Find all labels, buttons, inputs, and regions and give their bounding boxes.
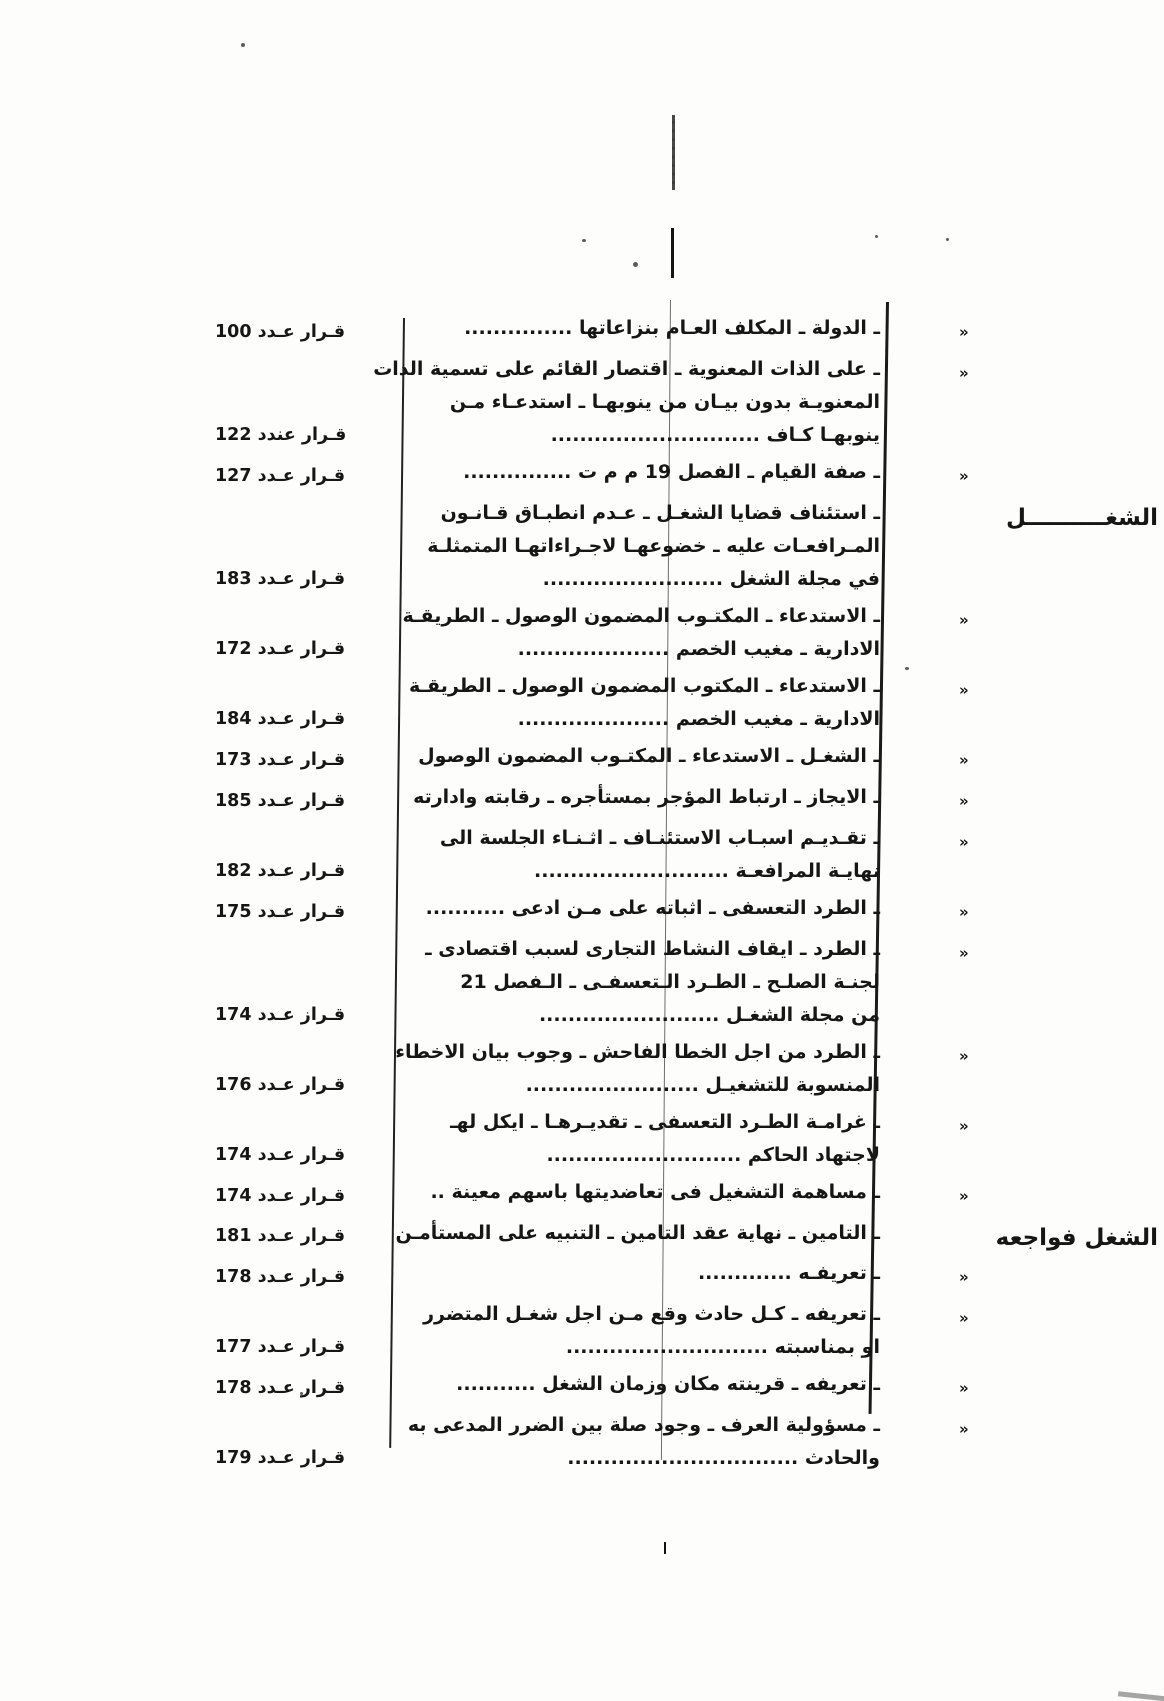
decision-ref: قـرار عـدد 185 (215, 791, 346, 811)
index-entry-row (0, 1409, 1164, 1475)
decision-ref: قـرار عـدد 177 (215, 1337, 346, 1357)
decision-ref-cell (215, 892, 345, 929)
decision-ref: قـرار عـدد 176 (215, 1075, 346, 1095)
ditto-mark: » (959, 1379, 968, 1397)
decision-ref: قـرار عـدد 178 (215, 1267, 346, 1287)
index-entry-row (0, 740, 1164, 777)
decision-ref-cell (215, 1036, 345, 1102)
decision-ref-cell (215, 933, 345, 1032)
decision-ref-cell (215, 1106, 345, 1172)
index-entry-row (0, 670, 1164, 736)
entry-line: ـ تقـديـم اسبـاب الاستئنـاف ـ اثـنـاء الجلسة الى (439, 827, 880, 849)
index-entry-row (0, 353, 1164, 452)
entry-lines (402, 600, 880, 666)
entry-line: ـ تعريفه ـ قرينته مكان وزمان الشغل ........... (456, 1373, 880, 1395)
ditto-mark: » (959, 833, 968, 851)
ditto-mark: » (959, 1420, 968, 1438)
entry-line: ـ مسؤولية العرف ـ وجود صلة بين الضرر المدعى به (407, 1414, 880, 1436)
decision-ref-cell (215, 1217, 345, 1253)
entry-lines (409, 670, 880, 736)
ditto-mark: » (959, 1309, 968, 1327)
decision-ref-cell (215, 1257, 345, 1294)
scan-noise-dot (875, 235, 878, 238)
scan-corner-artifact (1118, 1691, 1164, 1701)
entry-line: لجنـة الصلـح ـ الطـرد الـتعسفـى ـ الـفصل 21 (460, 971, 880, 993)
decision-ref-cell (215, 353, 345, 452)
decision-ref-cell (215, 670, 345, 736)
index-entry-row (0, 1217, 1164, 1253)
decision-ref-cell (215, 497, 345, 596)
scan-noise-dot (241, 43, 245, 47)
entry-lines (418, 1368, 880, 1405)
entry-lines (418, 497, 880, 596)
entry-lines (413, 781, 880, 818)
index-entry-row (0, 892, 1164, 929)
entry-lines (418, 740, 880, 777)
decision-ref-cell (215, 1176, 345, 1213)
decision-ref: قـرار عـدد 100 (215, 322, 346, 342)
decision-ref-cell (215, 1368, 345, 1405)
index-entry-row (0, 1298, 1164, 1364)
entry-line: ـ التامين ـ نهاية عقد التامين ـ التنبيه على المستأمـن (395, 1222, 880, 1244)
entry-lines (418, 1176, 880, 1213)
entry-line: لاجتهاد الحاكم ........................... (546, 1144, 880, 1166)
decision-ref: قـرار عـدد 182 (215, 861, 346, 881)
page-fold-dashed-line (672, 115, 675, 190)
ditto-mark: » (959, 751, 968, 769)
entry-lines (418, 1106, 880, 1172)
entry-line: او بمناسبته ............................ (565, 1336, 880, 1358)
decision-ref: قـرار عـدد 183 (215, 569, 346, 589)
index-entry-row (0, 1368, 1164, 1405)
decision-ref: قـرار عـدد 175 (215, 902, 346, 922)
ditto-mark: » (959, 944, 968, 962)
ditto-mark: » (959, 323, 968, 341)
decision-ref-cell (215, 822, 345, 888)
entry-line: نهايـة المرافعـة ........................... (534, 860, 880, 882)
index-entry-row (0, 822, 1164, 888)
entry-lines (418, 933, 880, 1032)
entry-line: الادارية ـ مغيب الخصم ..................... (517, 638, 880, 660)
entry-lines (418, 1298, 880, 1364)
entry-line: في مجلة الشغل ......................... (542, 568, 880, 590)
entry-lines (407, 1409, 880, 1475)
entry-lines (418, 1257, 880, 1294)
scan-noise-dot (633, 262, 638, 267)
entry-line: ـ غرامـة الطـرد التعسفى ـ تقديـرهـا ـ ايكل لهـ (450, 1111, 880, 1133)
entry-line: ـ الطرد التعسفى ـ اثباته على مـن ادعى ........... (425, 897, 880, 919)
ditto-mark: » (959, 1117, 968, 1135)
entry-line: ـ على الذات المعنوية ـ اقتصار القائم على تسمية الذات (373, 358, 880, 380)
decision-ref: قـرار عـدد 127 (215, 466, 346, 486)
decision-ref: قـرار عندد 122 (215, 425, 347, 445)
decision-ref: قـرار عـدد 179 (215, 1448, 346, 1468)
entry-line: ـ تعريفه ـ كـل حادث وقع مـن اجل شغـل المتضرر (423, 1303, 880, 1325)
index-entry-row (0, 456, 1164, 493)
decision-ref: قـراز عـدد 174 (215, 1005, 346, 1025)
entries-list (0, 312, 1164, 1479)
decision-ref: قـرار عـدد 174 (215, 1145, 346, 1165)
ditto-mark: » (959, 681, 968, 699)
decision-ref-cell (215, 1409, 345, 1475)
entry-lines (418, 312, 880, 349)
decision-ref: قـرار عـدد 178 (215, 1378, 346, 1398)
decision-ref: قـرار عـدد 173 (215, 750, 346, 770)
decision-ref: قـرار عـدد 174 (215, 1186, 346, 1206)
entry-line: والحادث ................................ (567, 1447, 880, 1469)
decision-ref: قـرار عـدد 184 (215, 709, 346, 729)
ditto-mark: » (959, 903, 968, 921)
entry-line: ـ صفة القيام ـ الفصل 19 م م ت ............... (463, 461, 880, 483)
scan-noise-dot (946, 238, 949, 241)
page-fold-tail-mark (664, 1542, 666, 1554)
entry-line: الادارية ـ مغيب الخصم ..................... (517, 708, 880, 730)
ditto-mark: » (959, 1047, 968, 1065)
entry-line: ـ الطرد من اجل الخطا الفاحش ـ وجوب بيان الاخطاء (395, 1041, 880, 1063)
decision-ref-cell (215, 781, 345, 818)
entry-line: ـ الاستدعاء ـ المكتـوب المضمون الوصول ـ الطريقـة (402, 605, 880, 627)
entry-line: ـ استئناف قضايا الشغـل ـ عـدم انطبـاق قـانـون (440, 502, 880, 524)
entry-lines (395, 1217, 880, 1253)
section-header: الشغل فواجعه (995, 1225, 1158, 1251)
ditto-mark: » (959, 792, 968, 810)
entry-lines (395, 1036, 880, 1102)
index-entry-row (0, 1036, 1164, 1102)
entry-lines (373, 353, 880, 452)
entry-lines (418, 456, 880, 493)
entry-line: ـ الدولة ـ المكلف العـام بنزاعاتها ............... (464, 317, 880, 339)
entry-line: المـرافعـات عليه ـ خضوعهـا لاجـراءاتهـا المتمثلـة (427, 535, 880, 557)
entry-line: المعنويـة بدون بيـان من ينوبهـا ـ استدعـاء مـن (449, 391, 880, 413)
entry-line: من مجلة الشغـل ......................... (538, 1004, 880, 1026)
decision-ref-cell (215, 740, 345, 777)
entry-line: ـ تعريفـه ............. (697, 1262, 880, 1284)
decision-ref-cell (215, 600, 345, 666)
ditto-mark: » (959, 467, 968, 485)
entry-lines (418, 892, 880, 929)
entry-line: ـ مساهمة التشغيل فى تعاضديتها باسهم معينة .. (430, 1181, 880, 1203)
entry-line: ينوبهـا كـاف ............................. (550, 424, 880, 446)
decision-ref-cell (215, 1298, 345, 1364)
entry-line: ـ الايجاز ـ ارتباط المؤجر بمستأجره ـ رقابته وادارته (413, 786, 880, 808)
index-entry-row (0, 1257, 1164, 1294)
index-entry-row (0, 933, 1164, 1032)
entry-lines (418, 822, 880, 888)
scan-noise-dot (582, 239, 586, 242)
ditto-mark: » (959, 1268, 968, 1286)
ditto-mark: » (959, 1187, 968, 1205)
decision-ref-cell (215, 312, 345, 349)
index-entry-row (0, 1176, 1164, 1213)
decision-ref-cell (215, 456, 345, 493)
ditto-mark: » (959, 364, 968, 382)
entry-line: المنسوبة للتشغيـل ........................ (525, 1074, 880, 1096)
entry-line: ـ الطرد ـ ايقاف النشاط التجارى لسبب اقتصادى ـ (425, 938, 880, 960)
decision-ref: قـرار عـدد 172 (215, 639, 346, 659)
index-entry-row (0, 497, 1164, 596)
section-header: الشغــــــــــل (1005, 505, 1158, 531)
index-entry-row (0, 600, 1164, 666)
page-fold-solid-line (671, 228, 674, 278)
index-entry-row (0, 312, 1164, 349)
index-entry-row (0, 1106, 1164, 1172)
index-entry-row (0, 781, 1164, 818)
entry-line: ـ الاستدعاء ـ المكتوب المضمون الوصول ـ الطريقـة (409, 675, 880, 697)
decision-ref: قـرار عـدد 181 (215, 1226, 346, 1246)
ditto-mark: » (959, 611, 968, 629)
entry-line: ـ الشغـل ـ الاستدعاء ـ المكتـوب المضمون الوصول (418, 745, 880, 767)
